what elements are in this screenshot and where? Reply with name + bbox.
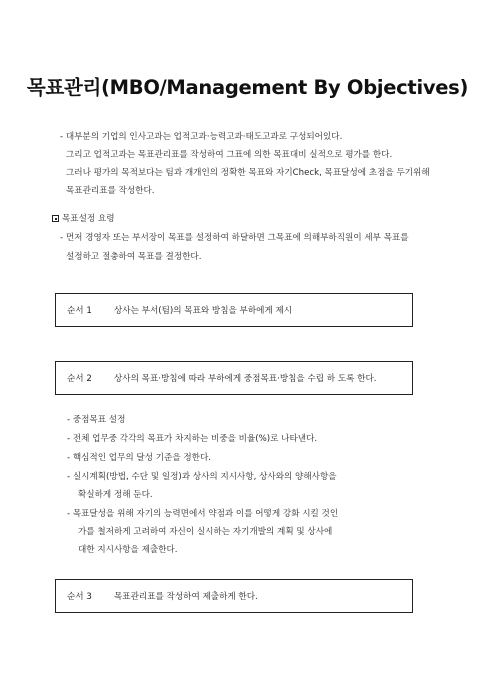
detail-line: 확실하게 정해 둔다. bbox=[78, 490, 153, 500]
section-heading-text: 목표설정 요령 bbox=[62, 214, 115, 224]
square-bullet-icon bbox=[52, 215, 59, 222]
section-body-line: - 먼저 경영자 또는 부서장이 목표를 설정하여 하달하면 그목표에 의해부하직원이 세부 목표를 bbox=[60, 233, 409, 243]
detail-line: - 중점목표 설정 bbox=[67, 415, 126, 425]
detail-line: - 전체 업무중 각각의 목표가 차지하는 비중을 비율(%)로 나타낸다. bbox=[67, 434, 318, 444]
detail-line: - 목표달성을 위해 자기의 능력면에서 약점과 이를 어떻게 강화 시킬 것인 bbox=[67, 509, 339, 519]
section-heading bbox=[52, 213, 115, 225]
page-title: 목표관리(MBO/Management By Objectives) bbox=[26, 76, 469, 99]
intro-line: - 대부분의 기업의 인사고과는 업적고과·능력고과·태도고과로 구성되어있다. bbox=[60, 132, 343, 142]
step-text: 상사의 목표·방침에 따라 부하에게 중점목표·방침을 수립 하 도록 한다. bbox=[114, 374, 377, 384]
section-body-line: 설정하고 절충하여 목표를 결정한다. bbox=[66, 252, 202, 262]
step-text: 목표관리표를 작성하여 제출하게 한다. bbox=[114, 592, 258, 602]
intro-line: 그리고 업적고과는 목표관리표를 작성하여 그표에 의한 목표대비 실적으로 평가를 한다. bbox=[66, 150, 393, 160]
step-box-2 bbox=[55, 361, 413, 395]
step-box-1 bbox=[55, 293, 413, 327]
detail-line: - 핵심적인 업무의 달성 기준을 정한다. bbox=[67, 453, 212, 463]
step-label: 순서 1 bbox=[67, 306, 92, 316]
intro-line: 목표관리표를 작성한다. bbox=[66, 186, 155, 196]
detail-line: 가를 철저하게 고려하여 자신이 실시하는 자기개발의 계획 및 상사에 bbox=[78, 527, 333, 537]
step-text: 상사는 부서(팀)의 목표와 방침을 부하에게 제시 bbox=[114, 306, 293, 316]
step-label: 순서 3 bbox=[67, 592, 92, 602]
intro-line: 그러나 평가의 목적보다는 팀과 개개인의 정확한 목표와 자기Check, 목표달성에 초점을 두기위해 bbox=[66, 168, 430, 178]
step-box-3 bbox=[55, 579, 413, 613]
detail-line: - 실시계획(방법, 수단 및 일정)과 상사의 지시사항, 상사와의 양해사항을 bbox=[67, 472, 337, 482]
detail-line: 대한 지시사항을 제출한다. bbox=[78, 545, 178, 555]
step-label: 순서 2 bbox=[67, 374, 92, 384]
